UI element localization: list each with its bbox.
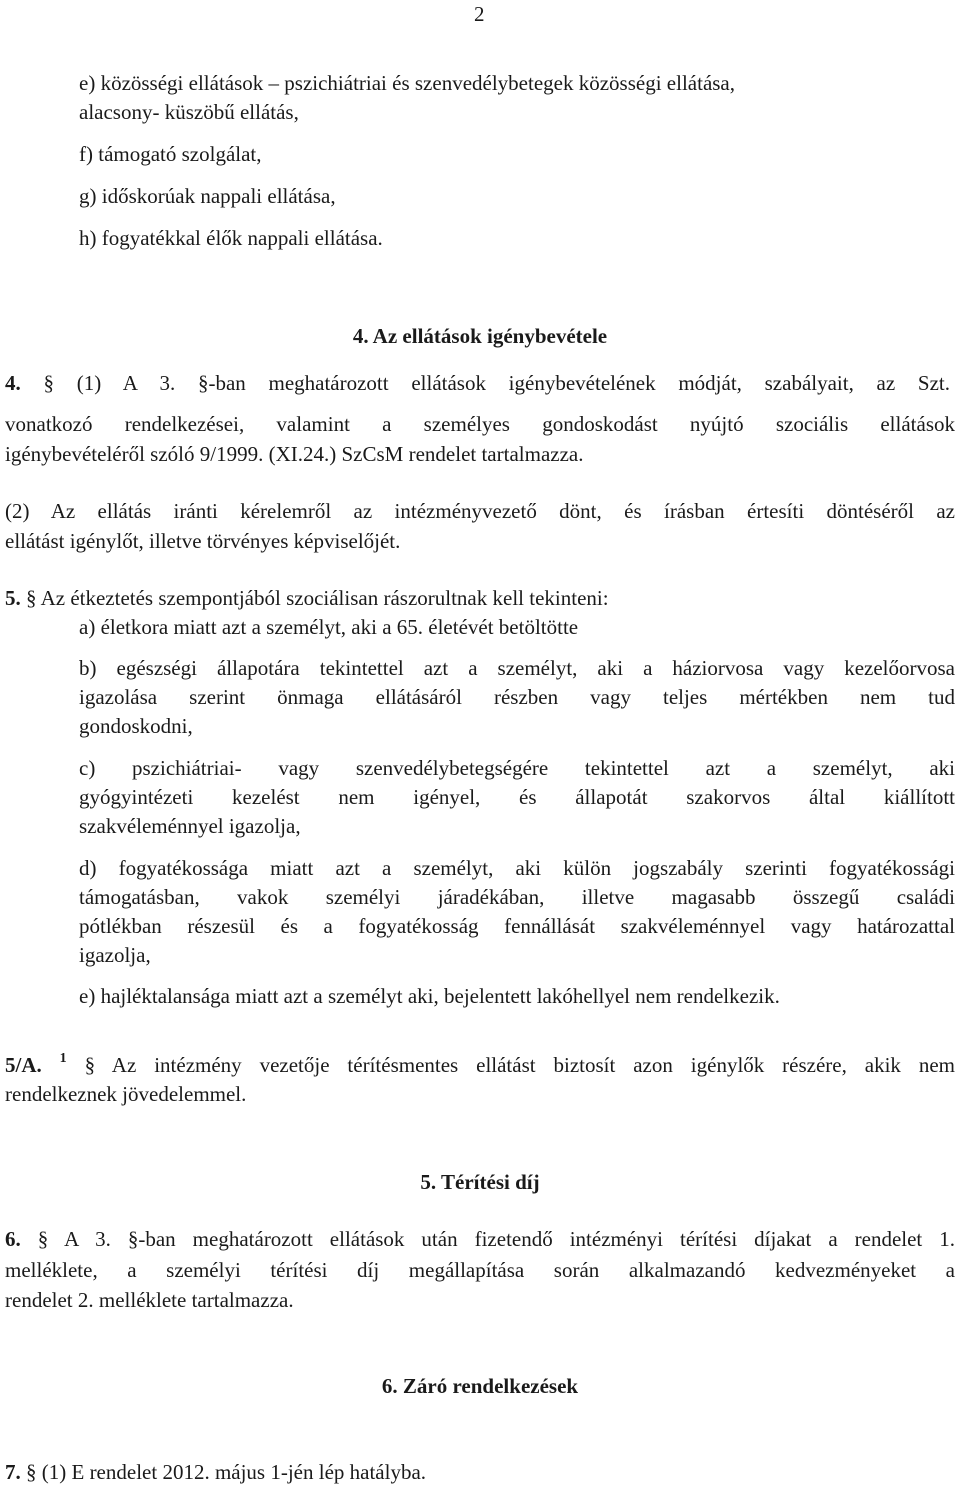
paragraph-5-item-c-line1: c) pszichiátriai- vagy szenvedélybetegségére tekintettel azt a személyt, aki bbox=[79, 756, 955, 780]
paragraph-4-line1 bbox=[5, 369, 950, 398]
paragraph-5-intro-text: § Az étkeztetés szempontjából szociálisan rászorultnak kell tekinteni: bbox=[26, 586, 609, 610]
paragraph-5a-line2: rendelkeznek jövedelemmel. bbox=[5, 1082, 247, 1106]
paragraph-7-line1-text: § (1) E rendelet 2012. május 1-jén lép hatályba. bbox=[26, 1460, 427, 1484]
paragraph-7-line1 bbox=[5, 1458, 426, 1487]
paragraph-5-item-e: e) hajléktalansága miatt azt a személyt aki, bejelentett lakóhellyel nem rendelkezik. bbox=[79, 984, 780, 1008]
paragraph-5-item-c-line2: gyógyintézeti kezelést nem igényel, és állapotát szakorvos által kiállított bbox=[79, 785, 955, 809]
paragraph-5-item-d-line4: igazolja, bbox=[79, 943, 151, 967]
paragraph-7-number: 7. bbox=[5, 1460, 21, 1484]
paragraph-5-item-c-line3: szakvéleménnyel igazolja, bbox=[79, 814, 301, 838]
paragraph-4-2-line1: (2) Az ellátás iránti kérelemről az intézményvezető dönt, és írásban értesíti döntéséről az bbox=[5, 499, 955, 523]
paragraph-4-line2: vonatkozó rendelkezései, valamint a személyes gondoskodást nyújtó szociális ellátások bbox=[5, 412, 955, 436]
paragraph-5-item-d-line3: pótlékban részesül és a fogyatékosság fennállását szakvéleménnyel vagy határozattal bbox=[79, 914, 955, 938]
paragraph-4-line1-text: § (1) A 3. §-ban meghatározott ellátások igénybevételének módját, szabályait, az Szt. bbox=[43, 371, 951, 395]
section-4-heading: 4. Az ellátások igénybevétele bbox=[352, 324, 608, 348]
section-6-heading: 6. Záró rendelkezések bbox=[381, 1374, 579, 1398]
paragraph-5-item-b-line2: igazolása szerint önmaga ellátásáról részben vagy teljes mértékben nem tud bbox=[79, 685, 955, 709]
paragraph-5-intro bbox=[5, 584, 609, 613]
paragraph-6-line1-text: § A 3. §-ban meghatározott ellátások után fizetendő intézményi térítési díjakat a rendelet 1. bbox=[37, 1227, 956, 1251]
list-item-e-line2: alacsony- küszöbű ellátás, bbox=[79, 100, 299, 124]
paragraph-4-line3: igénybevételéről szóló 9/1999. (XI.24.) SzCsM rendelet tartalmazza. bbox=[5, 442, 584, 466]
paragraph-4-2-line2: ellátást igénylőt, illetve törvényes képviselőjét. bbox=[5, 529, 401, 553]
paragraph-6-line3: rendelet 2. melléklete tartalmazza. bbox=[5, 1288, 294, 1312]
footnote-marker: 1 bbox=[59, 1051, 67, 1066]
list-item-e-line1: e) közösségi ellátások – pszichiátriai és szenvedélybetegek közösségi ellátása, bbox=[79, 71, 736, 95]
paragraph-4-number: 4. bbox=[5, 371, 21, 395]
paragraph-5a-line1 bbox=[5, 1051, 955, 1080]
section-5-heading: 5. Térítési díj bbox=[420, 1170, 540, 1194]
page-number: 2 bbox=[474, 2, 485, 26]
list-item-f: f) támogató szolgálat, bbox=[79, 142, 262, 166]
paragraph-5a-number: 5/A. bbox=[5, 1053, 42, 1077]
paragraph-6-line2: melléklete, a személyi térítési díj megállapítása során alkalmazandó kedvezményeket a bbox=[5, 1258, 955, 1282]
paragraph-5-item-d-line1: d) fogyatékossága miatt azt a személyt, aki külön jogszabály szerinti fogyatékossági bbox=[79, 856, 955, 880]
paragraph-5-item-b-line3: gondoskodni, bbox=[79, 714, 193, 738]
paragraph-6-number: 6. bbox=[5, 1227, 21, 1251]
list-item-h: h) fogyatékkal élők nappali ellátása. bbox=[79, 226, 383, 250]
paragraph-5-item-d-line2: támogatásban, vakok személyi járadékában, illetve magasabb összegű családi bbox=[79, 885, 955, 909]
paragraph-5a-line1-text: § Az intézmény vezetője térítésmentes ellátást biztosít azon igénylők részére, akik nem bbox=[84, 1053, 955, 1077]
paragraph-5-item-a: a) életkora miatt azt a személyt, aki a 65. életévét betöltötte bbox=[79, 615, 579, 639]
list-item-g: g) időskorúak nappali ellátása, bbox=[79, 184, 336, 208]
paragraph-5-number: 5. bbox=[5, 586, 21, 610]
paragraph-5-item-b-line1: b) egészségi állapotára tekintettel azt a személyt, aki a háziorvosa vagy kezelőorvosa bbox=[79, 656, 955, 680]
paragraph-6-line1 bbox=[5, 1225, 955, 1254]
